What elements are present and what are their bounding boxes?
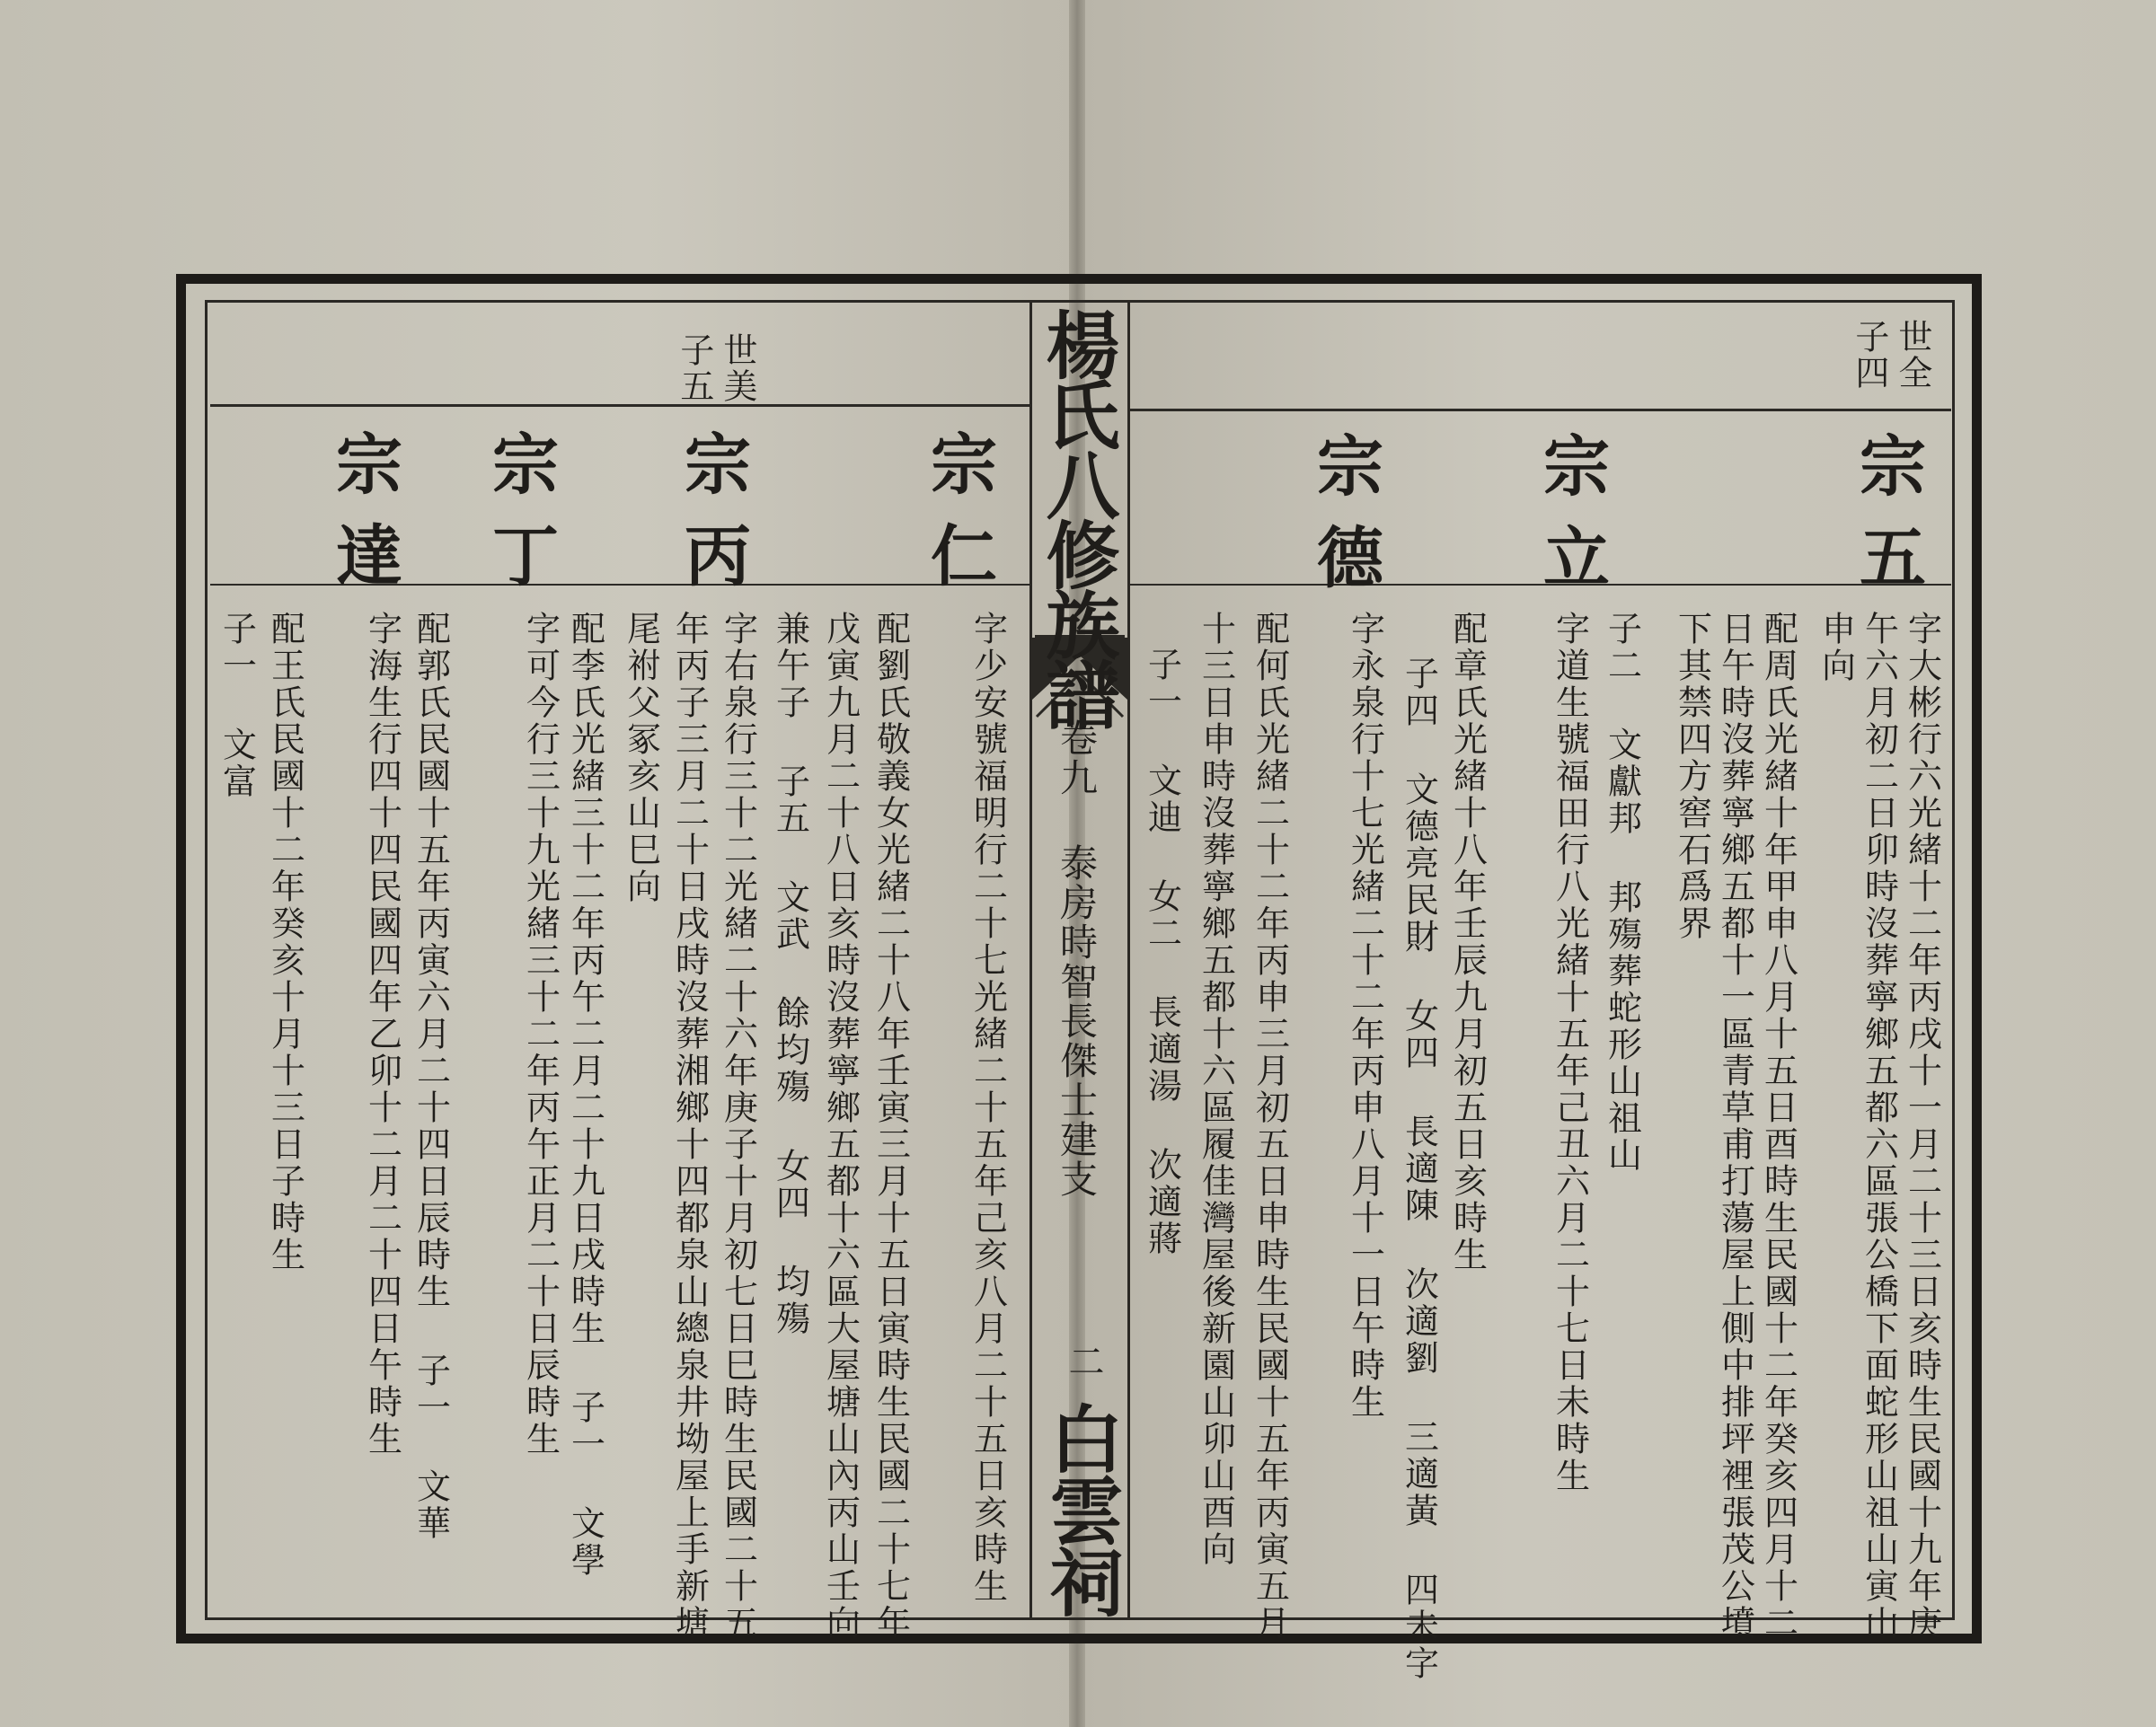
entry-line: 兼午子 子五 文武 餘均殤 女四 均殤 xyxy=(770,611,810,1337)
generation-note: 世美 xyxy=(717,332,757,404)
entry-line: 配郭氏民國十五年丙寅六月二十四日辰時生 子一 文華 xyxy=(411,611,451,1542)
person-name: 宗達 xyxy=(325,429,402,612)
entry-line: 配劉氏敬義女光緒二十八年壬寅三月十五日寅時生民國二十七年 xyxy=(870,611,911,1642)
entry-line: 子一 文富 xyxy=(216,611,257,800)
entry-line: 配周氏光緒十年甲申八月十五日酉時生民國十二年癸亥四月十二 xyxy=(1758,611,1798,1642)
entry-line: 字右泉行三十二光緒二十六年庚子十月初七日巳時生民國二十五 xyxy=(718,611,758,1642)
entry-line: 字海生行四十四民國四年乙卯十二月二十四日午時生 xyxy=(362,611,402,1458)
entry-line: 字道生號福田行八光緒十五年己丑六月二十七日未時生 xyxy=(1550,611,1590,1494)
person-name: 宗丙 xyxy=(674,429,751,612)
entry-line: 配王氏民國十二年癸亥十月十三日子時生 xyxy=(265,611,305,1273)
hall-name: 白雲祠 xyxy=(1038,1401,1124,1617)
entry-line: 字可今行三十九光緒三十二年丙午正月二十日辰時生 xyxy=(520,611,561,1458)
entry-line: 配章氏光緒十八年壬辰九月初五日亥時生 xyxy=(1447,611,1488,1273)
volume-branch-label: 卷九 泰房時智長傑士建支 xyxy=(1055,718,1099,1199)
entry-line: 尾祔父冢亥山巳向 xyxy=(621,611,661,905)
person-name: 宗立 xyxy=(1533,431,1610,614)
entry-line: 申向 xyxy=(1816,611,1856,684)
person-name: 宗仁 xyxy=(920,429,997,612)
person-name: 宗丁 xyxy=(482,429,559,612)
entry-line: 配何氏光緒二十二年丙申三月初五日申時生民國十五年丙寅五月 xyxy=(1250,611,1290,1642)
header-rule-right xyxy=(1130,409,1951,411)
generation-note: 子五 xyxy=(674,332,714,404)
person-name: 宗德 xyxy=(1306,431,1383,614)
entry-line: 戊寅九月二十八日亥時沒葬寧鄉五都十六區大屋塘山內丙山壬向 xyxy=(820,611,861,1642)
entry-line: 下其禁四方窖石爲界 xyxy=(1672,611,1712,942)
genealogy-title: 楊氏八修族譜 xyxy=(1034,307,1120,727)
leaf-number: 二 xyxy=(1063,1343,1104,1379)
entry-line: 十三日申時沒葬寧鄉五都十六區履佳灣屋後新園山卯山酉向 xyxy=(1196,611,1236,1568)
entry-line: 字大彬行六光緒十二年丙戌十一月二十三日亥時生民國十九年庚 xyxy=(1902,611,1942,1642)
entry-line: 字永泉行十七光緒二十二年丙申八月十一日午時生 xyxy=(1345,611,1385,1421)
entry-line: 子四 文德亮民財 女四 長適陳 次適劉 三適黃 四未字 xyxy=(1399,656,1439,1682)
header-rule-left xyxy=(210,404,1029,407)
entry-line: 配李氏光緒三十二年丙午二月二十九日戌時生 子一 文學 xyxy=(565,611,605,1579)
entry-line: 子一 文迪 女二 長適湯 次適蔣 xyxy=(1142,647,1182,1257)
entry-line: 字少安號福明行二十七光緒二十五年己亥八月二十五日亥時生 xyxy=(968,611,1008,1605)
generation-note: 子四 xyxy=(1849,319,1889,391)
entry-line: 午六月初二日卯時沒葬寧鄉五都六區張公橋下面蛇形山祖山寅山 xyxy=(1859,611,1899,1642)
entry-line: 年丙子三月二十日戌時沒葬湘鄉十四都泉山總泉井坳屋上手新塘 xyxy=(669,611,710,1642)
entry-line: 子二 文獻邦 邦殤葬蛇形山祖山 xyxy=(1602,611,1642,1174)
generation-note: 世全 xyxy=(1892,319,1932,391)
person-name: 宗五 xyxy=(1849,431,1926,614)
entry-line: 日午時沒葬寧鄉五都十一區青草甫打蕩屋上側中排坪裡張茂公墳 xyxy=(1715,611,1755,1642)
